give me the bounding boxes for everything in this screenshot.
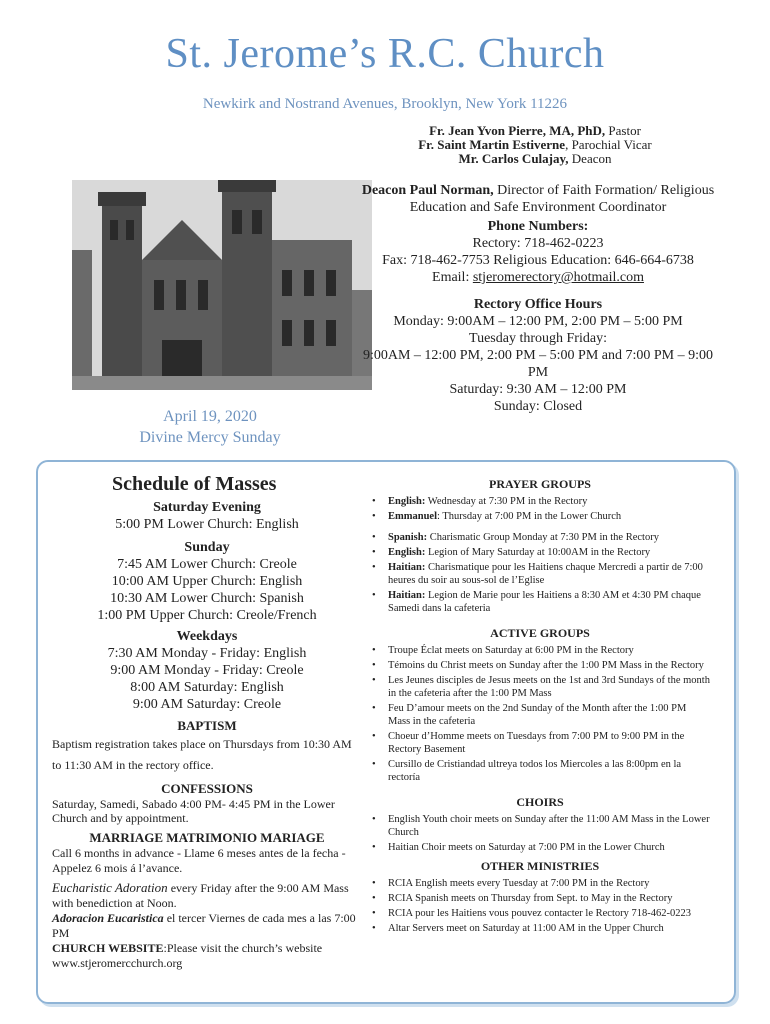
mass-time: 1:00 PM Upper Church: Creole/French (97, 608, 317, 623)
other-ministries-list (370, 877, 710, 935)
clergy-deacon: Mr. Carlos Culajay, Deacon (458, 151, 612, 166)
mass-time: 10:30 AM Lower Church: Spanish (110, 591, 304, 606)
list-item: • Haitian Choir meets on Saturday at 7:00 PM in the Lower Church (388, 841, 710, 854)
saturday-heading: Saturday Evening (153, 500, 261, 515)
mass-time: 5:00 PM Lower Church: English (115, 517, 299, 532)
mass-time: 9:00 AM Saturday: Creole (132, 697, 282, 712)
confessions-text: Saturday, Samedi, Sabado 4:00 PM- 4:45 PM in the Lower Church and by appointment. (52, 797, 335, 825)
sunday-heading: Sunday (184, 540, 230, 555)
weekdays-heading: Weekdays (176, 629, 238, 644)
list-item: • Spanish: Charismatic Group Monday at 7:30 PM in the Rectory (388, 531, 710, 544)
confessions-heading: CONFESSIONS (161, 781, 253, 796)
list-item: • Témoins du Christ meets on Sunday after the 1:00 PM Mass in the Rectory (388, 659, 710, 672)
adoration-en: Eucharistic Adoration every Friday after the 9:00 AM Mass with benediction at Noon. (52, 880, 349, 910)
mass-time: 7:30 AM Monday - Friday: English (107, 646, 307, 661)
mass-time: 7:45 AM Lower Church: Creole (117, 557, 297, 572)
list-item: • English: Wednesday at 7:30 PM in the Rectory (388, 495, 710, 508)
office-hours-line: Monday: 9:00AM – 12:00 PM, 2:00 PM – 5:00 PM (393, 314, 683, 329)
list-item: • Choeur d’Homme meets on Tuesdays from 7:00 PM to 9:00 PM in the Rectory Basement (388, 730, 710, 756)
mass-time: 9:00 AM Monday - Friday: Creole (110, 663, 304, 678)
list-item: • Altar Servers meet on Saturday at 11:00 AM in the Upper Church (388, 922, 710, 935)
mass-schedule (52, 473, 362, 971)
clergy-pastor: Fr. Jean Yvon Pierre, MA, PhD, Pastor (429, 123, 641, 138)
adoration-es: Adoracion Eucaristica el tercer Viernes de cada mes a las 7:00 PM (52, 911, 356, 940)
church-title: St. Jerome’s R.C. Church (165, 31, 605, 77)
office-hours-line: Tuesday through Friday: (469, 331, 607, 346)
list-item: • Feu D’amour meets on the 2nd Sunday of the Month after the 1:00 PM Mass in the cafeteria (388, 702, 710, 728)
list-item: • English: Legion of Mary Saturday at 10:00AM in the Rectory (388, 546, 710, 559)
baptism-text: Baptism registration takes place on Thursdays from 10:30 AM to 11:30 AM in the rectory office. (52, 737, 352, 772)
church-address: Newkirk and Nostrand Avenues, Brooklyn, New York 11226 (202, 96, 568, 112)
mass-time: 8:00 AM Saturday: English (130, 680, 284, 695)
office-hours-line: 9:00AM – 12:00 PM, 2:00 PM – 5:00 PM and 7:00 PM – 9:00 PM (362, 348, 714, 380)
email-link[interactable]: stjeromerectory@hotmail.com (472, 270, 644, 285)
active-groups-heading: ACTIVE GROUPS (490, 626, 590, 640)
list-item: • RCIA Spanish meets on Thursday from Sept. to May in the Rectory (388, 892, 710, 905)
baptism-heading: BAPTISM (177, 718, 237, 733)
clergy-vicar: Fr. Saint Martin Estiverne, Parochial Vicar (418, 137, 652, 152)
list-item: • RCIA English meets every Tuesday at 7:00 PM in the Rectory (388, 877, 710, 890)
mass-schedule-title: Schedule of Masses (112, 473, 277, 495)
website-line: CHURCH WEBSITE:Please visit the church’s website www.stjeromercchurch.org (52, 941, 323, 970)
prayer-groups-list-2 (370, 531, 710, 615)
list-item: • Troupe Éclat meets on Saturday at 6:00 PM in the Rectory (388, 644, 710, 657)
choirs-heading: CHOIRS (516, 795, 564, 809)
office-hours-heading: Rectory Office Hours (473, 297, 603, 312)
clergy-list (360, 124, 710, 166)
fax-phone: Fax: 718-462-7753 Religious Education: 646-664-6738 (382, 253, 694, 268)
phone-heading: Phone Numbers: (487, 219, 589, 234)
list-item: • Cursillo de Cristiandad ultreya todos los Miercoles a las 8:00pm en la rectoría (388, 758, 710, 784)
list-item: • Les Jeunes disciples de Jesus meets on the 1st and 3rd Sundays of the month in the cafeteria after the 1:00 PM Mass (388, 674, 710, 700)
list-item: • English Youth choir meets on Sunday after the 11:00 AM Mass in the Lower Church (388, 813, 710, 839)
list-item: • Haitian: Charismatique pour les Haitiens chaque Mercredi a partir de 7:00 heures du soir au sous-sol de l’Eglise (388, 561, 710, 587)
email-line: Email: stjeromerectory@hotmail.com (432, 270, 644, 285)
bulletin-date: April 19, 2020 Divine Mercy Sunday (139, 408, 281, 446)
list-item: • Haitian: Legion de Marie pour les Haitiens a 8:30 AM et 4:30 PM chaque Samedi dans la cafeteria (388, 589, 710, 615)
prayer-groups-heading: PRAYER GROUPS (489, 477, 591, 491)
groups-column (370, 478, 710, 937)
deacon-line: Deacon Paul Norman, Director of Faith Formation/ Religious Education and Safe Environment Coordinator (361, 183, 715, 215)
marriage-text: Call 6 months in advance - Llame 6 meses antes de la fecha - Appelez 6 mois á l’avance. (52, 846, 346, 875)
other-ministries-heading: OTHER MINISTRIES (480, 859, 600, 873)
church-photo (72, 180, 372, 390)
contact-info (358, 182, 718, 415)
active-groups-list (370, 644, 710, 784)
list-item: • RCIA pour les Haitiens vous pouvez contacter le Rectory 718-462-0223 (388, 907, 710, 920)
prayer-groups-list (370, 495, 710, 523)
choirs-list (370, 813, 710, 854)
mass-time: 10:00 AM Upper Church: English (111, 574, 303, 589)
office-hours-line: Saturday: 9:30 AM – 12:00 PM (449, 382, 627, 397)
office-hours-line: Sunday: Closed (493, 399, 583, 414)
marriage-heading: MARRIAGE MATRIMONIO MARIAGE (89, 830, 325, 845)
rectory-phone: Rectory: 718-462-0223 (472, 236, 604, 251)
list-item: • Emmanuel: Thursday at 7:00 PM in the Lower Church (388, 510, 710, 523)
